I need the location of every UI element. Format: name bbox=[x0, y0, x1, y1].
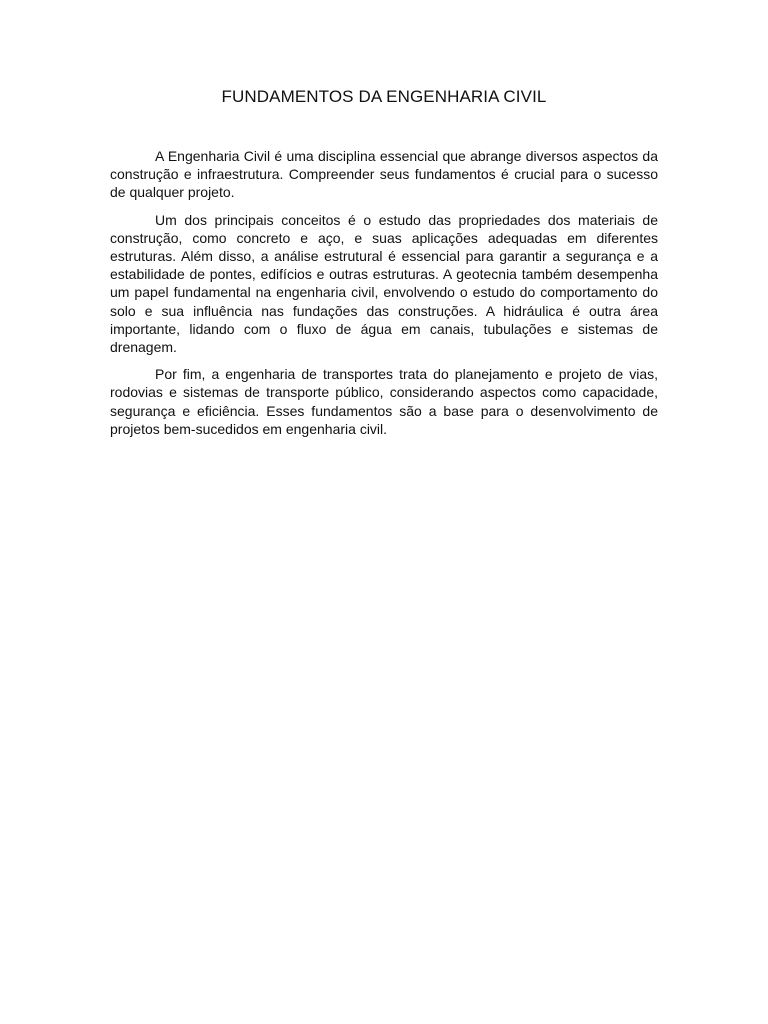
document-title: FUNDAMENTOS DA ENGENHARIA CIVIL bbox=[221, 87, 547, 106]
paragraph-concepts: Um dos principais conceitos é o estudo das propriedades dos materiais de construção, como concreto e aço, e suas aplicações adequadas em diferentes estruturas. Além disso, a análise estrutural é essencial para garantir a segurança e a estabilidade de pontes, edifícios e outras estruturas. A geotecnia também desempenha um papel fundamental na engenharia civil, envolvendo o estudo do comportamento do solo e sua influência nas fundações das construções. A hidráulica é outra área importante, lidando com o fluxo de água em canais, tubulações e sistemas de drenagem. bbox=[110, 211, 658, 356]
paragraph-intro: A Engenharia Civil é uma disciplina essencial que abrange diversos aspectos da construção e infraestrutura. Compreender seus fundamentos é crucial para o sucesso de qualquer projeto. bbox=[110, 148, 658, 201]
paragraph-conclusion: Por fim, a engenharia de transportes trata do planejamento e projeto de vias, rodovias e sistemas de transporte público, considerando aspectos como capacidade, segurança e eficiência. Esses fundamentos são a base para o desenvolvimento de projetos bem-sucedidos em engenharia civil. bbox=[110, 366, 658, 437]
document-body bbox=[110, 147, 658, 447]
